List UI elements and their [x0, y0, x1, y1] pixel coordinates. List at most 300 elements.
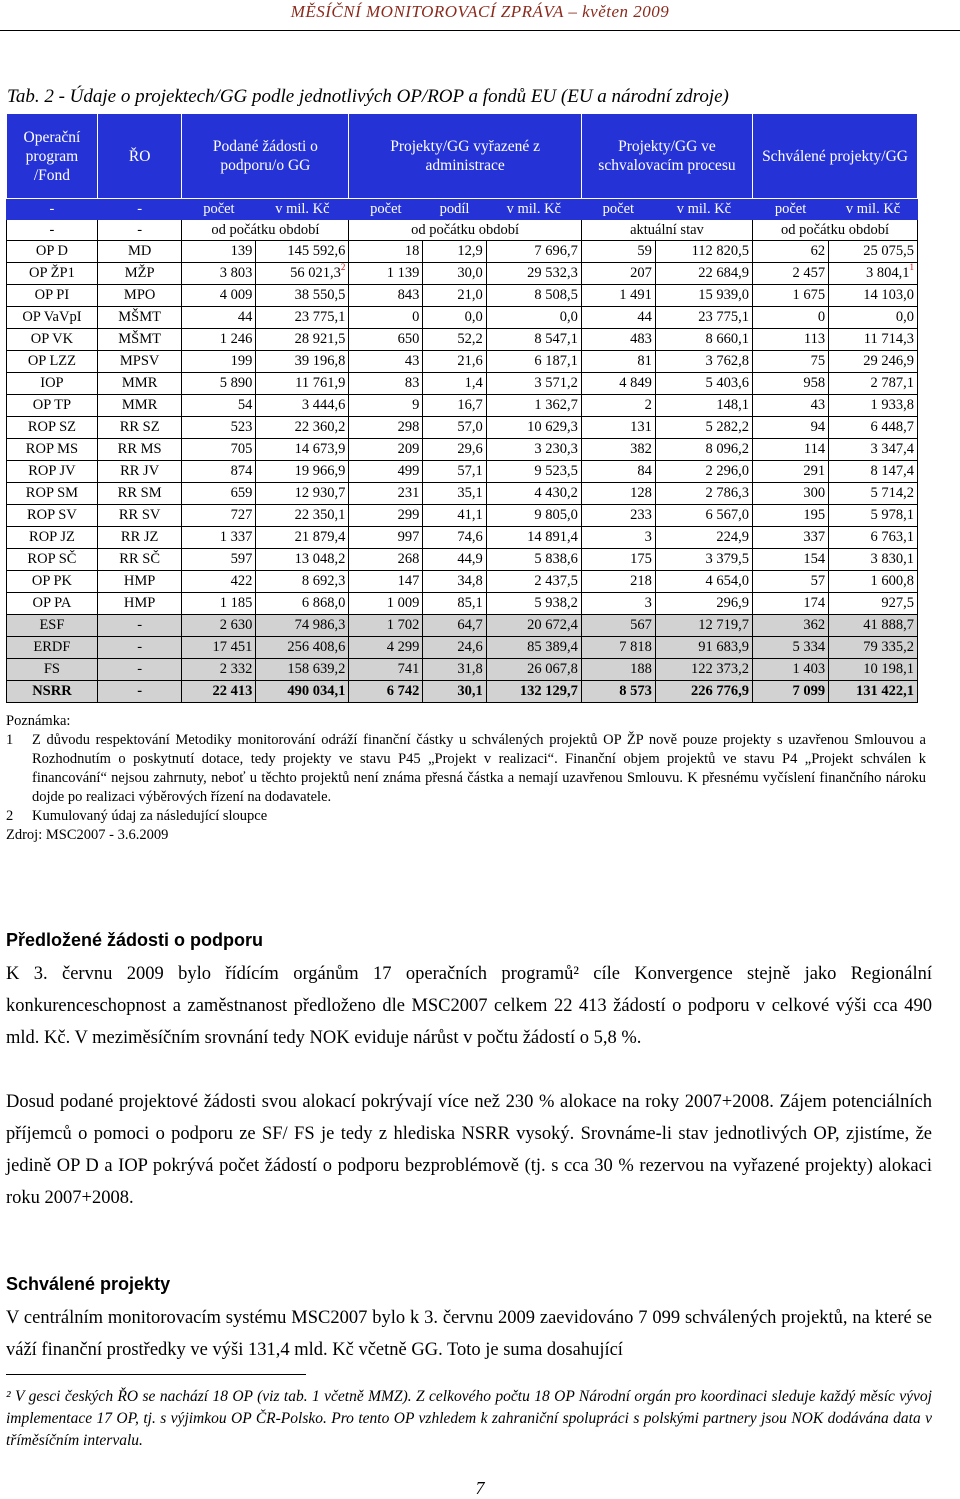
table-cell — [349, 571, 423, 593]
table-row — [7, 351, 918, 373]
cell-value: 10 629,3 — [527, 419, 578, 435]
unit-cell: počet — [182, 199, 256, 220]
table-cell — [97, 637, 182, 659]
cell-value: 483 — [630, 331, 652, 347]
cell-value: 195 — [803, 507, 826, 523]
table-cell — [97, 615, 182, 637]
cell-value: 85 389,4 — [527, 639, 578, 655]
table-cell — [349, 593, 423, 615]
table-cell — [655, 417, 752, 439]
table-cell — [655, 329, 752, 351]
table-cell — [97, 373, 182, 395]
cell-value: 5 890 — [219, 375, 253, 391]
cell-value: 0,0 — [559, 309, 578, 325]
cell-value: 31,8 — [457, 661, 483, 677]
table-cell — [182, 571, 256, 593]
cell-value: 1 491 — [619, 287, 652, 303]
table-cell — [581, 263, 655, 285]
table-cell — [7, 263, 98, 285]
cell-value: 26 067,8 — [527, 661, 578, 677]
table-cell — [655, 307, 752, 329]
table-cell — [655, 285, 752, 307]
cell-value: 226 776,9 — [691, 683, 750, 699]
col-header-approved: Schválené projekty/GG — [753, 114, 918, 199]
cell-value: 499 — [397, 463, 420, 479]
cell-value: 52,2 — [457, 331, 483, 347]
table-cell — [7, 461, 98, 483]
period-cell: - — [7, 220, 98, 241]
cell-value: RR SV — [118, 507, 161, 523]
unit-cell: v mil. Kč — [256, 199, 349, 220]
table-cell — [486, 527, 581, 549]
cell-value: 8 508,5 — [534, 287, 578, 303]
table-cell — [486, 615, 581, 637]
cell-value: 6 763,1 — [870, 529, 914, 545]
table-cell — [182, 263, 256, 285]
cell-value: ROP MS — [25, 441, 79, 457]
table-cell — [655, 241, 752, 263]
table-cell — [256, 417, 349, 439]
table-cell — [256, 527, 349, 549]
cell-value: 4 299 — [386, 639, 420, 655]
cell-value: 705 — [230, 441, 253, 457]
table-cell — [753, 351, 829, 373]
note-2-number: 2 — [6, 808, 14, 824]
table-cell — [486, 659, 581, 681]
table-cell — [349, 483, 423, 505]
cell-value: 5 334 — [792, 639, 826, 655]
table-cell — [753, 527, 829, 549]
table-cell — [753, 593, 829, 615]
table-cell — [829, 351, 918, 373]
table-cell — [753, 659, 829, 681]
table-cell — [486, 417, 581, 439]
cell-value: 2 630 — [219, 617, 253, 633]
cell-value: MŽP — [124, 265, 155, 281]
table-cell — [829, 505, 918, 527]
table-cell — [753, 483, 829, 505]
cell-value: OP LZZ — [27, 353, 77, 369]
table-cell — [655, 263, 752, 285]
table-cell — [349, 659, 423, 681]
table-cell — [581, 241, 655, 263]
cell-value: 7 696,7 — [534, 243, 578, 259]
unit-cell: v mil. Kč — [655, 199, 752, 220]
cell-value: 154 — [803, 551, 826, 567]
table-cell — [182, 329, 256, 351]
cell-value: 3 444,6 — [301, 397, 346, 413]
projects-table — [6, 113, 918, 703]
table-cell — [349, 681, 423, 703]
table-cell — [182, 373, 256, 395]
table-cell — [182, 527, 256, 549]
cell-value: RR SM — [117, 485, 162, 501]
cell-value: 299 — [397, 507, 420, 523]
cell-value: 12 719,7 — [698, 617, 750, 633]
table-cell — [581, 505, 655, 527]
note-1 — [6, 731, 926, 807]
page-number: 7 — [475, 1478, 485, 1498]
table-cell — [829, 329, 918, 351]
table-cell — [7, 527, 98, 549]
table-row — [7, 417, 918, 439]
section2-paragraph-1: V centrálním monitorovacím systému MSC2007 bylo k 3. červnu 2009 zaevidováno 7 099 schválených projektů, na které se váží finanční prostředky ve výši 131,4 mld. Kč včetně GG. Toto je suma dosahující — [6, 1308, 932, 1360]
note-1-text: Z důvodu respektování Metodiky monitorování odráží finanční částky u schválených projektů OP ŽP nově pouze projekty s uzavřenou Smlouvou a Rozhodnutím o poskytnutí dotace, tedy projekty ve stavu P45 „Projekt v realizaci“. Finanční objem projektů ve stavu P4 „Projekt schválen k financování“ nejsou zahrnuty, neboť u těchto projektů není známa přesná částka a nemají uzavřenou Smlouvu. K přesnému vyčíslení finančního nároku dojde po realizaci výběrových řízení na dodavatele. — [32, 732, 926, 805]
table-cell — [581, 395, 655, 417]
cell-value: 79 335,2 — [863, 639, 914, 655]
cell-value: RR JV — [120, 463, 160, 479]
table-cell — [423, 285, 486, 307]
table-cell — [7, 417, 98, 439]
cell-value: 8 660,1 — [705, 331, 750, 347]
table-cell — [581, 439, 655, 461]
period-cell: od počátku období — [182, 220, 349, 241]
cell-value: 59 — [637, 243, 652, 259]
cell-value: 0,0 — [464, 309, 483, 325]
table-cell — [423, 483, 486, 505]
cell-value: ESF — [39, 617, 65, 633]
cell-value: 14 891,4 — [527, 529, 578, 545]
table-cell — [349, 527, 423, 549]
table-cell — [256, 659, 349, 681]
table-cell — [655, 593, 752, 615]
col-header-rejected: Projekty/GG vyřazené z administrace — [349, 114, 581, 199]
table-row — [7, 505, 918, 527]
cell-value: OP TP — [32, 397, 72, 413]
unit-cell: v mil. Kč — [829, 199, 918, 220]
cell-value: 1 362,7 — [534, 397, 578, 413]
table-cell — [753, 571, 829, 593]
cell-value: 24,6 — [457, 639, 483, 655]
notes-block — [6, 712, 926, 845]
table-cell — [182, 593, 256, 615]
table-cell — [829, 637, 918, 659]
table-cell — [256, 637, 349, 659]
cell-value: 29 532,3 — [527, 265, 578, 281]
table-cell — [829, 395, 918, 417]
cell-value: 39 196,8 — [294, 353, 346, 369]
table-cell — [349, 329, 423, 351]
table-cell — [753, 285, 829, 307]
table-cell — [182, 659, 256, 681]
cell-value: 3 230,3 — [534, 441, 578, 457]
cell-value: 43 — [810, 397, 826, 413]
cell-value: 3 — [644, 595, 652, 611]
table-fund-row — [7, 637, 918, 659]
table-cell — [256, 461, 349, 483]
table-cell — [753, 395, 829, 417]
cell-value: 337 — [803, 529, 826, 545]
table-cell — [655, 351, 752, 373]
cell-value: ROP SZ — [27, 419, 77, 435]
cell-value: 43 — [404, 353, 420, 369]
cell-value: MMR — [121, 375, 158, 391]
table-cell — [486, 483, 581, 505]
cell-value: OP PI — [34, 287, 70, 303]
table-cell — [655, 505, 752, 527]
cell-value: 15 939,0 — [698, 287, 750, 303]
notes-label: Poznámka: — [6, 713, 71, 729]
table-cell — [349, 637, 423, 659]
cell-value: 4 009 — [219, 287, 253, 303]
cell-value: 8 692,3 — [301, 573, 346, 589]
cell-value: 843 — [397, 287, 420, 303]
cell-value: 44 — [637, 309, 652, 325]
period-cell: od počátku období — [753, 220, 918, 241]
cell-value: 35,1 — [457, 485, 483, 501]
cell-value: - — [137, 639, 143, 655]
table-cell — [423, 659, 486, 681]
cell-value: 38 550,5 — [294, 287, 346, 303]
table-cell — [655, 637, 752, 659]
cell-value: 3 803 — [219, 265, 253, 281]
table-cell — [581, 681, 655, 703]
periods-row — [7, 220, 918, 241]
cell-value: 91 683,9 — [698, 639, 750, 655]
cell-value: 3 804,1 — [866, 265, 910, 281]
table-row — [7, 241, 918, 263]
table-cell — [256, 505, 349, 527]
cell-value: 256 408,6 — [287, 639, 346, 655]
table-cell — [829, 373, 918, 395]
table-cell — [829, 527, 918, 549]
table-cell — [7, 571, 98, 593]
cell-value: 94 — [810, 419, 826, 435]
table-cell — [7, 395, 98, 417]
cell-value: MD — [127, 243, 152, 259]
section1-paragraph-2: Dosud podané projektové žádosti svou alokací pokrývají více než 230 % alokace na roky 2007+2008. Zájem potenciálních příjemců o pomoci o podporu ze SF/ FS je tedy z hlediska NSRR vysoký. Srovnáme-li stav jednotlivých OP, zjistíme, že jedině OP D a IOP pokrývá počet žádostí o podporu bezproblémově (tj. s cca 30 % rezervou na vyřazené projekty) alokaci roku 2007+2008. — [6, 1092, 932, 1208]
table-cell — [7, 241, 98, 263]
table-cell — [182, 505, 256, 527]
cell-value: 83 — [404, 375, 420, 391]
cell-value: 9 523,5 — [534, 463, 578, 479]
table-cell — [256, 351, 349, 373]
cell-value: 74 986,3 — [294, 617, 346, 633]
table-fund-row — [7, 659, 918, 681]
table-cell — [97, 681, 182, 703]
table-cell — [423, 439, 486, 461]
table-cell — [256, 307, 349, 329]
table-cell — [486, 571, 581, 593]
table-cell — [423, 373, 486, 395]
cell-value: MPSV — [119, 353, 160, 369]
table-cell — [97, 549, 182, 571]
table-cell — [581, 351, 655, 373]
cell-value: 132 129,7 — [519, 683, 578, 699]
cell-value: 218 — [630, 573, 652, 589]
table-cell — [829, 659, 918, 681]
table-cell — [97, 527, 182, 549]
cell-value: 5 282,2 — [705, 419, 750, 435]
table-cell — [829, 593, 918, 615]
table-cell — [182, 637, 256, 659]
cell-value: 148,1 — [716, 397, 750, 413]
cell-value: OP PK — [31, 573, 73, 589]
table-row — [7, 593, 918, 615]
table-cell — [423, 263, 486, 285]
cell-value: 874 — [230, 463, 253, 479]
table-cell — [7, 285, 98, 307]
table-cell — [581, 527, 655, 549]
table-cell — [486, 373, 581, 395]
cell-value: 1 933,8 — [870, 397, 914, 413]
table-cell — [581, 571, 655, 593]
cell-value: 20 672,4 — [527, 617, 578, 633]
table-cell — [97, 241, 182, 263]
cell-value: 6 868,0 — [301, 595, 346, 611]
cell-value: 6 567,0 — [705, 507, 750, 523]
cell-value: 21,6 — [457, 353, 483, 369]
cell-value: 41,1 — [457, 507, 483, 523]
table-cell — [182, 549, 256, 571]
units-row — [7, 199, 918, 220]
cell-value: 112 820,5 — [691, 243, 750, 259]
report-header-title: MĚSÍČNÍ MONITOROVACÍ ZPRÁVA – květen 2009 — [290, 2, 670, 21]
cell-value: 727 — [230, 507, 253, 523]
table-cell — [829, 285, 918, 307]
unit-cell: podíl — [423, 199, 486, 220]
cell-value: 131 — [630, 419, 652, 435]
cell-value: 523 — [230, 419, 253, 435]
note-2 — [6, 807, 926, 826]
cell-value: 597 — [230, 551, 253, 567]
table-row — [7, 307, 918, 329]
cell-value: 8 147,4 — [870, 463, 914, 479]
cell-value: 1 139 — [386, 265, 420, 281]
cell-value: OP VaVpI — [22, 309, 82, 325]
table-cell — [753, 417, 829, 439]
cell-value: 1 600,8 — [870, 573, 914, 589]
cell-value: 2 437,5 — [534, 573, 578, 589]
cell-value: 1 403 — [792, 661, 826, 677]
cell-value: 44,9 — [457, 551, 483, 567]
cell-value: 4 849 — [619, 375, 652, 391]
table-cell — [753, 307, 829, 329]
table-cell — [182, 395, 256, 417]
cell-value: 12 930,7 — [294, 485, 346, 501]
table-cell — [581, 285, 655, 307]
table-cell — [182, 615, 256, 637]
table-cell — [182, 285, 256, 307]
table-cell — [7, 373, 98, 395]
table-cell — [423, 329, 486, 351]
cell-value: 22 684,9 — [698, 265, 750, 281]
table-cell — [486, 439, 581, 461]
table-cell — [97, 351, 182, 373]
cell-value: 16,7 — [457, 397, 483, 413]
cell-value: 8 547,1 — [534, 331, 578, 347]
cell-value: 2 457 — [792, 265, 826, 281]
cell-value: 9 — [412, 397, 420, 413]
section-heading-approved: Schválené projekty — [6, 1274, 171, 1294]
table-cell — [486, 637, 581, 659]
table-cell — [349, 439, 423, 461]
cell-value: 14 103,0 — [863, 287, 914, 303]
cell-value: 139 — [230, 243, 253, 259]
table-cell — [423, 527, 486, 549]
cell-value: 231 — [397, 485, 420, 501]
table-cell — [829, 483, 918, 505]
table-cell — [182, 241, 256, 263]
table-cell — [349, 615, 423, 637]
cell-value: 1 185 — [219, 595, 253, 611]
table-cell — [829, 307, 918, 329]
cell-value: 5 938,2 — [534, 595, 578, 611]
cell-value: 5 978,1 — [870, 507, 914, 523]
table-cell — [182, 417, 256, 439]
cell-value: 1 675 — [792, 287, 826, 303]
cell-value: 659 — [230, 485, 253, 501]
header-rule — [0, 30, 960, 31]
table-cell — [7, 329, 98, 351]
table-cell — [753, 329, 829, 351]
cell-value: 4 654,0 — [705, 573, 750, 589]
table-cell — [753, 681, 829, 703]
table-total-row — [7, 681, 918, 703]
cell-value: 14 673,9 — [294, 441, 346, 457]
table-cell — [655, 527, 752, 549]
table-cell — [829, 417, 918, 439]
table-cell — [423, 417, 486, 439]
table-cell — [7, 637, 98, 659]
table-cell — [486, 461, 581, 483]
cell-value: 3 571,2 — [534, 375, 578, 391]
cell-value: 17 451 — [212, 639, 253, 655]
cell-value: - — [137, 617, 143, 633]
table-header-row — [7, 114, 918, 199]
table-row — [7, 395, 918, 417]
table-cell — [256, 615, 349, 637]
table-cell — [349, 307, 423, 329]
table-cell — [753, 373, 829, 395]
table-cell — [655, 549, 752, 571]
table-cell — [581, 659, 655, 681]
cell-value: 13 048,2 — [294, 551, 346, 567]
cell-value: 122 373,2 — [691, 661, 750, 677]
cell-value: IOP — [40, 375, 64, 391]
cell-value: 29 246,9 — [863, 353, 914, 369]
table-cell — [486, 285, 581, 307]
cell-value: RR SZ — [119, 419, 160, 435]
cell-value: 6 448,7 — [870, 419, 914, 435]
table-cell — [423, 637, 486, 659]
cell-value: 12,9 — [457, 243, 483, 259]
cell-value: 224,9 — [716, 529, 750, 545]
cell-value: 29,6 — [457, 441, 483, 457]
table-cell — [182, 483, 256, 505]
table-cell — [655, 681, 752, 703]
table-cell — [655, 571, 752, 593]
period-cell: od počátku období — [349, 220, 581, 241]
cell-value: 57,0 — [457, 419, 483, 435]
footnote-rule — [6, 1374, 306, 1375]
cell-value: 1 246 — [219, 331, 253, 347]
table-cell — [486, 681, 581, 703]
cell-value: 298 — [397, 419, 420, 435]
table-cell — [256, 285, 349, 307]
table-cell — [423, 461, 486, 483]
table-row — [7, 285, 918, 307]
cell-value: 75 — [810, 353, 826, 369]
table-cell — [7, 307, 98, 329]
table-cell — [486, 593, 581, 615]
unit-cell: - — [97, 199, 182, 220]
table-cell — [655, 461, 752, 483]
table-cell — [655, 615, 752, 637]
table-cell — [829, 615, 918, 637]
cell-value: 175 — [630, 551, 652, 567]
cell-value: 958 — [803, 375, 826, 391]
